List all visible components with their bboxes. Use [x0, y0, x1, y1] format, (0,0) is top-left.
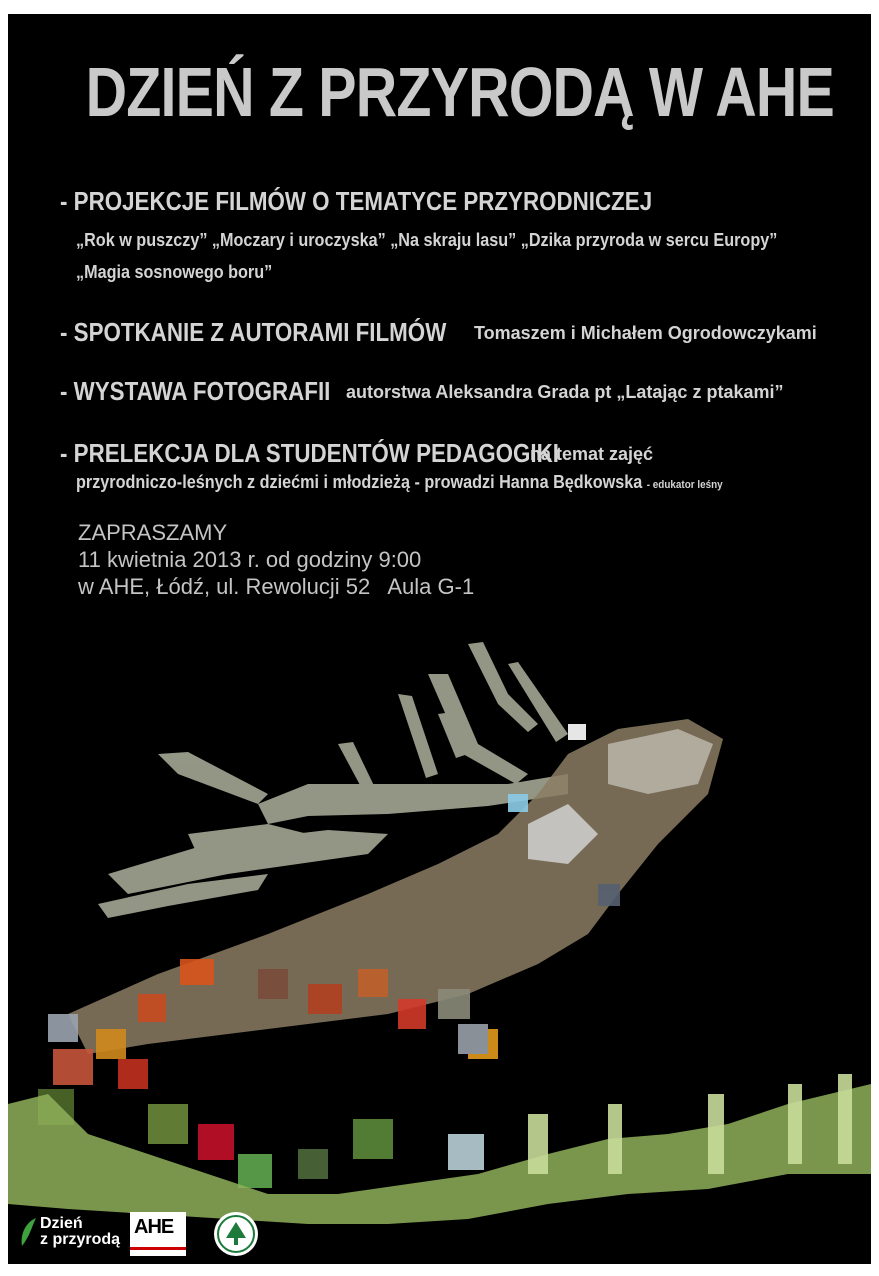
- grass-mosaic: [8, 1084, 871, 1224]
- item-film-projections: [60, 186, 749, 217]
- logo-ahe-bar: [130, 1247, 186, 1250]
- deer-head-mosaic: [68, 719, 723, 1054]
- lecture-line2-small: - edukator leśny: [646, 479, 723, 491]
- item-heading: - PRELEKCJA DLA STUDENTÓW PEDAGOGIKI: [60, 438, 559, 468]
- tree-emblem-icon: [214, 1212, 258, 1256]
- poster: [8, 14, 871, 1264]
- item-heading: - PROJEKCJE FILMÓW O TEMATYCE PRZYRODNICZEJ: [60, 186, 653, 216]
- logo-lasy-panstwowe: [214, 1212, 258, 1256]
- leaf-icon: [18, 1216, 38, 1248]
- item-lecture: [60, 438, 654, 469]
- item-heading: - WYSTAWA FOTOGRAFII: [60, 376, 331, 406]
- logo-dzien-line1: Dzień: [40, 1215, 83, 1232]
- item-heading: - SPOTKANIE Z AUTORAMI FILMÓW: [60, 317, 447, 347]
- film-titles-line1: „Rok w puszczy” „Moczary i uroczyska” „Na skraju lasu” „Dzika przyroda w sercu Europy”: [76, 230, 778, 250]
- lecture-line2: [76, 472, 723, 493]
- logo-ahe: [130, 1212, 186, 1256]
- invite-block: [78, 519, 474, 600]
- invite-line3: w AHE, Łódź, ul. Rewolucji 52 Aula G-1: [78, 574, 475, 599]
- logo-dzien-line2: z przyrodą: [40, 1231, 121, 1248]
- invite-line2: 11 kwietnia 2013 r. od godziny 9:00: [78, 547, 422, 572]
- poster-title: DZIEŃ Z PRZYRODĄ W AHE: [85, 53, 835, 131]
- invite-line1: ZAPRASZAMY: [78, 520, 228, 545]
- logo-ahe-text: AHE: [134, 1216, 174, 1238]
- item-meeting-authors: [60, 317, 817, 348]
- logos-bar: [8, 1204, 871, 1264]
- lecture-line2-text: przyrodniczo-leśnych z dziećmi i młodzieżą - prowadzi Hanna Będkowska: [76, 472, 643, 492]
- item-photo-exhibition: [60, 376, 784, 407]
- item-detail: na temat zajęć: [530, 444, 654, 464]
- item-detail: Tomaszem i Michałem Ogrodowczykami: [474, 323, 817, 343]
- deer-mosaic-illustration: [8, 634, 871, 1254]
- item-detail: autorstwa Aleksandra Grada pt „Latając z ptakami”: [346, 382, 784, 402]
- logo-dzien-z-przyroda: [18, 1216, 120, 1248]
- film-titles-line2: „Magia sosnowego boru”: [76, 262, 273, 282]
